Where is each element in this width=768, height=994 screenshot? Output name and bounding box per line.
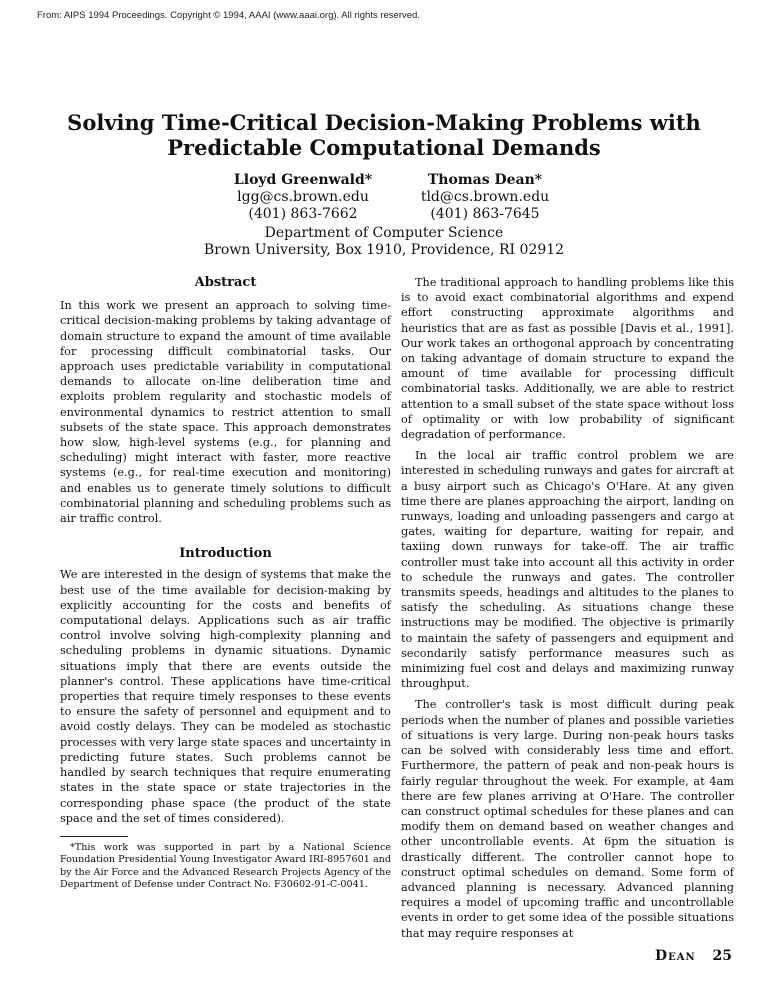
author-email: tld@cs.brown.edu [420,189,550,205]
introduction-heading: Introduction [179,546,272,562]
title-line-1: Solving Time-Critical Decision-Making Problems with [67,110,701,135]
affiliation-department: Department of Computer Science [264,225,504,241]
author-email: lgg@cs.brown.edu [237,189,369,205]
abstract-body: In this work we present an approach to solving time-critical decision-making problems by taking advantage of domain structure to expand the amount of time available for processing difficult combinatorial tasks. Our approach uses predictable variability in computational demands to allocate on-line deliberation time and exploits problem regularity and stochastic models of environmental dynamics to restrict attention to small subsets of the state space. This approach demonstrates how slow, high-level systems (e.g., for planning and scheduling) might interact with faster, more reactive systems (e.g., for real-time execution and monitoring) and enables us to generate timely solutions to difficult combinatorial planning and scheduling problems such as air traffic control. [60,299,391,526]
running-footer [655,948,732,964]
author-phone: (401) 863-7662 [248,206,358,222]
author-block-greenwald [208,172,398,223]
affiliation-address: Brown University, Box 1910, Providence, RI 02912 [203,242,565,258]
body-paragraph: The traditional approach to handling problems like this is to avoid exact combinatorial algorithms and expend effort constructing approximate algorithms and heuristics that are as fast as possible [Davis et al., 1991]. Our work takes an orthogonal approach by concentrating on taking advantage of domain structure to expand the amount of time available for processing difficult combinatorial tasks. Additionally, we are able to restrict attention to a small subset of the state space without loss of optimality or with low probability of significant degradation of performance. [401,276,734,442]
author-name: Thomas Dean* [427,172,543,188]
footer-author-name: Dean [655,948,696,964]
footnote: *This work was supported in part by a National Science Foundation Presidential Young Investigator Award IRI-8957601 and by the Air Force and the Advanced Research Projects Agency of the Department of Defense under Contract No. F30602-91-C-0041. [60,841,391,891]
body-paragraph: In the local air traffic control problem we are interested in scheduling runways and gates for aircraft at a busy airport such as Chicago's O'Hare. At any given time there are planes approaching the airport, landing on runways, loading and unloading passengers and cargo at gates, waiting for departure, waiting for repair, and taxiing down runways for take-off. The air traffic controller must take into account all this activity in order to schedule the runways and gates. The controller transmits speeds, headings and altitudes to the planes to satisfy the scheduling. As situations change these instructions may be modified. The objective is primarily to maintain the safety of passengers and equipment and secondarily satisfy performance measures such as minimizing fuel cost and delays and maximizing runway throughput. [401,449,734,691]
author-block-dean [395,172,575,223]
left-column [60,275,391,892]
title-line-2: Predictable Computational Demands [167,135,601,160]
author-name: Lloyd Greenwald* [233,172,373,188]
footnote-divider [60,836,128,837]
body-paragraph: The controller's task is most difficult during peak periods when the number of planes and possible varieties of situations is very large. During non-peak hours tasks can be solved with considerably less time and effort. Furthermore, the pattern of peak and non-peak hours is fairly regular throughout the week. For example, at 4am there are few planes arriving at O'Hare. The controller can construct optimal schedules for these planes and can modify them on demand based on weather changes and other uncontrollable events. At 6pm the situation is drastically different. The controller cannot hope to construct optimal schedules on demand. Some form of advanced planning is necessary. Advanced planning requires a model of upcoming traffic and uncontrollable events in order to get some idea of the possible situations that may require responses at [401,698,734,940]
copyright-line: From: AIPS 1994 Proceedings. Copyright © 1994, AAAI (www.aaai.org). All rights reserved. [37,10,420,21]
right-column [401,275,734,941]
introduction-paragraph: We are interested in the design of systems that make the best use of the time available for decision-making by explicitly accounting for the costs and benefits of computational delays. Applications such as air traffic control involve solving high-complexity planning and scheduling problems in dynamic situations. Dynamic situations imply that there are events outside the planner's control. These applications have time-critical properties that require timely responses to these events to ensure the safety of personnel and equipment and to avoid costly delays. They can be modeled as stochastic processes with very large state spaces and uncertainty in predicting future states. Such problems cannot be handled by search techniques that require enumerating states in the state space or state trajectories in the corresponding phase space (the product of the state space and the set of times considered). [60,568,391,825]
affiliation [0,225,768,259]
paper-title [0,110,768,160]
page-number: 25 [712,948,733,964]
author-phone: (401) 863-7645 [430,206,540,222]
abstract-heading: Abstract [194,275,257,290]
